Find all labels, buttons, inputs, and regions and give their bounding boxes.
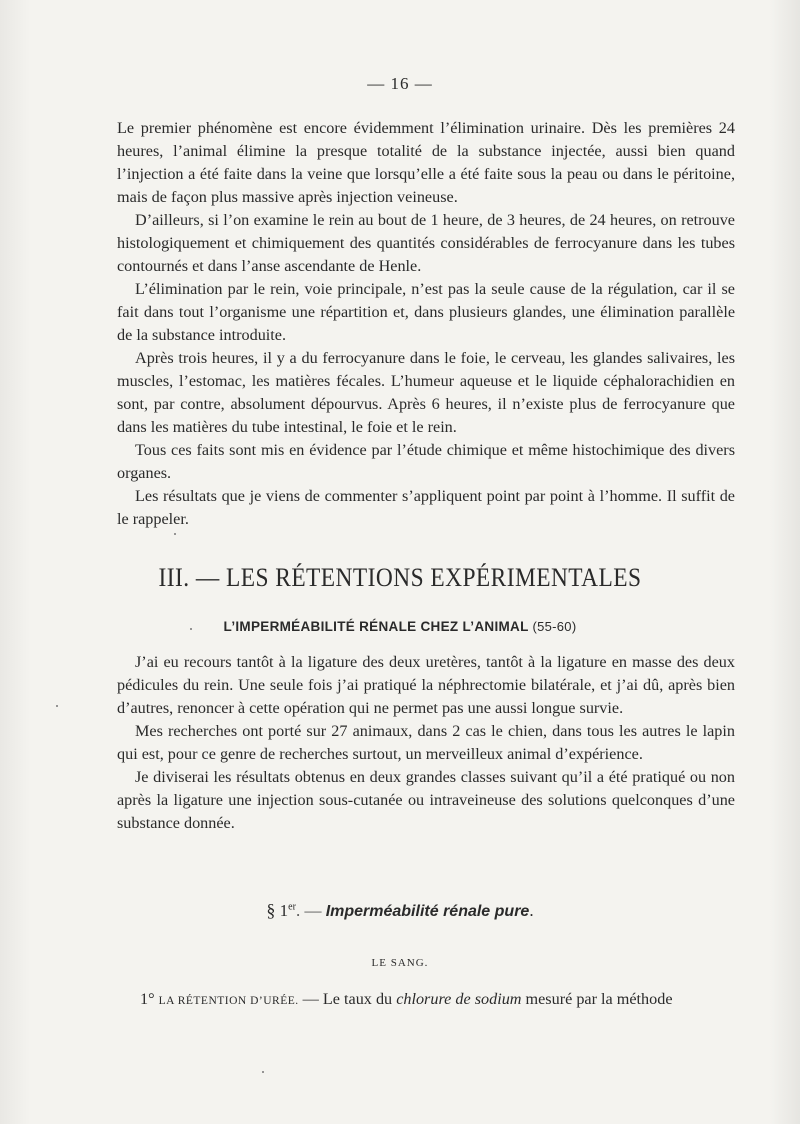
paper-speck: [174, 533, 176, 535]
item-italic-term: chlorure de sodium: [396, 990, 522, 1008]
paragraph: L’élimination par le rein, voie principale, n’est pas la seule cause de la régulation, car il se fait dans tout l’organisme une répartition et, dans plusieurs glandes, une élimination parallèle de la substance introduite.: [117, 280, 735, 344]
heading-period: .: [529, 901, 534, 920]
paragraph: Le premier phénomène est encore évidemment l’élimination urinaire. Dès les premières 24 heures, l’animal élimine la presque totalité de la substance injectée, aussi bien quand l’injection a été faite dans la veine que lorsqu’elle a été faite sous la peau ou dans le péritoine, mais de façon plus massive après injection veineuse.: [117, 119, 735, 206]
item-text-a: Le taux du: [322, 990, 393, 1008]
section-title: III. — LES RÉTENTIONS EXPÉRIMENTALES: [158, 563, 642, 592]
paper-speck: [190, 628, 192, 630]
paragraph: Je diviserai les résultats obtenus en deux grandes classes suivant qu’il a été pratiqué ou non après la ligature une injection sous-cutanée ou intraveineuse des solutions quelconques d’une substance donnée.: [117, 768, 735, 832]
body-text-top: [117, 117, 735, 531]
paragraph: Tous ces faits sont mis en évidence par l’étude chimique et même histochimique des divers organes.: [117, 441, 735, 482]
heading-dash: . —: [295, 901, 322, 920]
subsection-title: LE SANG.: [371, 957, 429, 969]
paragraph-number: 1: [279, 901, 289, 920]
subheading-reference: (55-60): [532, 619, 577, 634]
paragraph-heading: [0, 900, 800, 921]
paper-speck: [262, 1071, 264, 1073]
item-label: LA RÉTENTION D’URÉE.: [158, 995, 299, 1007]
body-text-bottom: [117, 651, 735, 835]
page-number: — 16 —: [367, 74, 433, 93]
ordinal-suffix: er: [288, 901, 296, 913]
paragraph: D’ailleurs, si l’on examine le rein au bout de 1 heure, de 3 heures, de 24 heures, on retrouve histologiquement et chimiquement des quantités considérables de ferrocyanure dans les tubes contournés et dans l’anse ascendante de Henle.: [117, 211, 735, 275]
paragraph: Mes recherches ont porté sur 27 animaux, dans 2 cas le chien, dans tous les autres le lapin qui est, pour ce genre de recherches surtout, un merveilleux animal d’expérience.: [117, 722, 735, 763]
item-number: 1°: [140, 990, 155, 1008]
section-sign: §: [266, 900, 276, 920]
numbered-paragraph-start: [140, 988, 740, 1013]
paragraph: J’ai eu recours tantôt à la ligature des deux uretères, tantôt à la ligature en masse des deux pédicules du rein. Une seule fois j’ai pratiqué la néphrectomie bilatérale, et j’ai dû, après bien d’autres, renoncer à cette opération qui ne permet pas une aussi longue survie.: [117, 653, 735, 717]
paragraph: Les résultats que je viens de commenter s’appliquent point par point à l’homme. Il suffit de le rappeler.: [117, 487, 735, 528]
paper-speck: [56, 705, 58, 707]
item-text-b: mesuré par la méthode: [525, 990, 673, 1008]
paragraph-heading-title: Imperméabilité rénale pure: [325, 903, 530, 920]
subheading-text: L’IMPERMÉABILITÉ RÉNALE CHEZ L’ANIMAL: [223, 619, 529, 634]
paragraph: Après trois heures, il y a du ferrocyanure dans le foie, le cerveau, les glandes salivaires, les muscles, l’estomac, les matières fécales. L’humeur aqueuse et le liquide céphalorachidien en sont, par contre, absolument dépourvus. Après 6 heures, il n’existe plus de ferrocyanure que dans les matières du tube intestinal, le foie et le rein.: [117, 349, 735, 436]
section-subheading: [0, 619, 800, 634]
item-dash: —: [302, 990, 319, 1008]
